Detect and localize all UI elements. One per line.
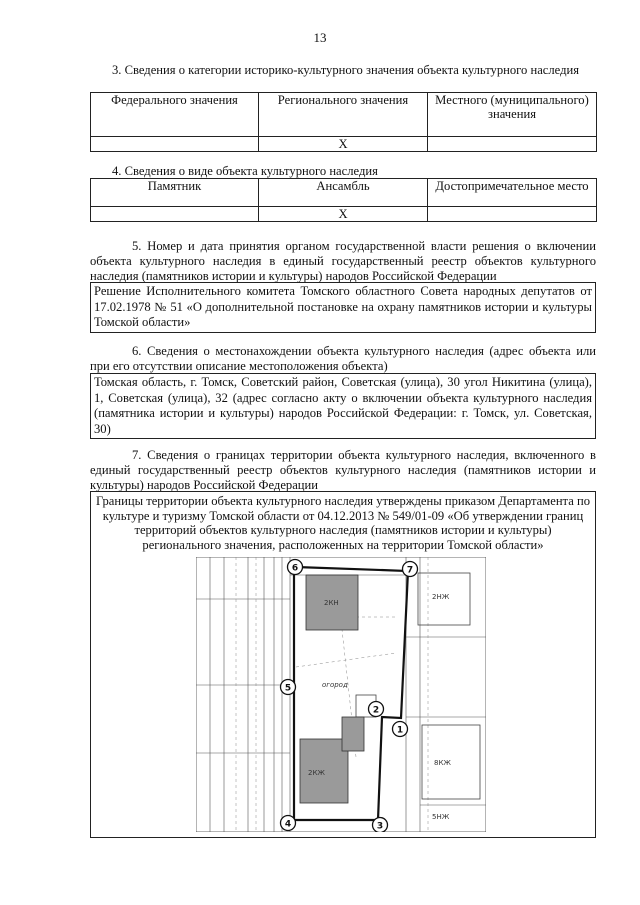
- map-label-4: 2НЖ: [432, 593, 450, 601]
- boundary-point-1: [393, 722, 408, 737]
- map-label-3: 2КЖ: [308, 769, 325, 777]
- category-table: [90, 92, 597, 152]
- map-label-1: 2КН: [324, 599, 339, 607]
- boundary-text: Границы территории объекта культурного наследия утверждены приказом Департамента по культуре и туризму Томской области от 04.12.2013 № 549/01-09 «Об утверждении границ территорий объектов культурного наследия (памятников истории и культуры) регионального значения, расположенных на территории Томской области»: [96, 494, 590, 552]
- header-local: Местного (муниципального) значения: [428, 93, 597, 137]
- section-3-heading: 3. Сведения о категории историко-культурного значения объекта культурного наследия: [112, 63, 580, 77]
- section-4-heading: 4. Сведения о виде объекта культурного наследия: [112, 164, 378, 178]
- svg-text:3: 3: [376, 821, 384, 832]
- boundary-point-5: [281, 680, 296, 695]
- header-regional: Регионального значения: [259, 93, 428, 137]
- svg-text:1: 1: [396, 725, 404, 736]
- section-5-heading: 5. Номер и дата принятия органом государственной власти решения о включении объекта культурного наследия в единый государственный реестр объектов культурного наследия (памятников истории и культуры) народов Российской Федерации: [90, 239, 596, 283]
- svg-text:5: 5: [284, 683, 292, 694]
- map-label-2: огород: [322, 681, 348, 689]
- svg-text:4: 4: [284, 819, 292, 830]
- svg-text:6: 6: [291, 563, 299, 574]
- value-landmark: [428, 207, 597, 222]
- value-monument: [91, 207, 259, 222]
- svg-text:2: 2: [372, 705, 380, 716]
- kind-table: [90, 178, 597, 222]
- boundary-point-2: [369, 702, 384, 717]
- section-7-heading: 7. Сведения о границах территории объекта культурного наследия, включенного в единый государственный реестр объектов культурного наследия (памятников истории и культуры) народов Российской Федерации: [90, 448, 596, 492]
- map-label-5: 8КЖ: [434, 759, 451, 767]
- boundary-point-6: [288, 560, 303, 575]
- section-5-content: Решение Исполнительного комитета Томского областного Совета народных депутатов от 17.02.1978 № 51 «О дополнительной постановке на охрану памятников истории и культуры Томской области»: [90, 282, 596, 333]
- page-number: 13: [313, 30, 327, 45]
- map-label-6: 5НЖ: [432, 813, 450, 821]
- boundary-point-3: [373, 818, 388, 833]
- boundary-point-4: [281, 816, 296, 831]
- header-landmark: Достопримечательное место: [428, 179, 597, 207]
- value-local: [428, 137, 597, 152]
- value-ensemble: Х: [259, 207, 428, 222]
- header-federal: Федерального значения: [91, 93, 259, 137]
- section-6-heading: 6. Сведения о местонахождении объекта культурного наследия (адрес объекта или при его отсутствии описание местоположения объекта): [90, 344, 596, 373]
- header-monument: Памятник: [91, 179, 259, 207]
- header-ensemble: Ансамбль: [259, 179, 428, 207]
- svg-text:7: 7: [406, 565, 414, 576]
- value-regional: Х: [259, 137, 428, 152]
- boundary-point-7: [403, 562, 418, 577]
- section-6-content: Томская область, г. Томск, Советский район, Советская (улица), 30 угол Никитина (улица), 1, Советская (улица), 32 (адрес согласно акту о включении объекта культурного наследия (памятника истории и культуры) народов Российской Федерации: г. Томск, ул. Советская, 30): [90, 373, 596, 439]
- value-federal: [91, 137, 259, 152]
- boundary-map: [196, 557, 486, 832]
